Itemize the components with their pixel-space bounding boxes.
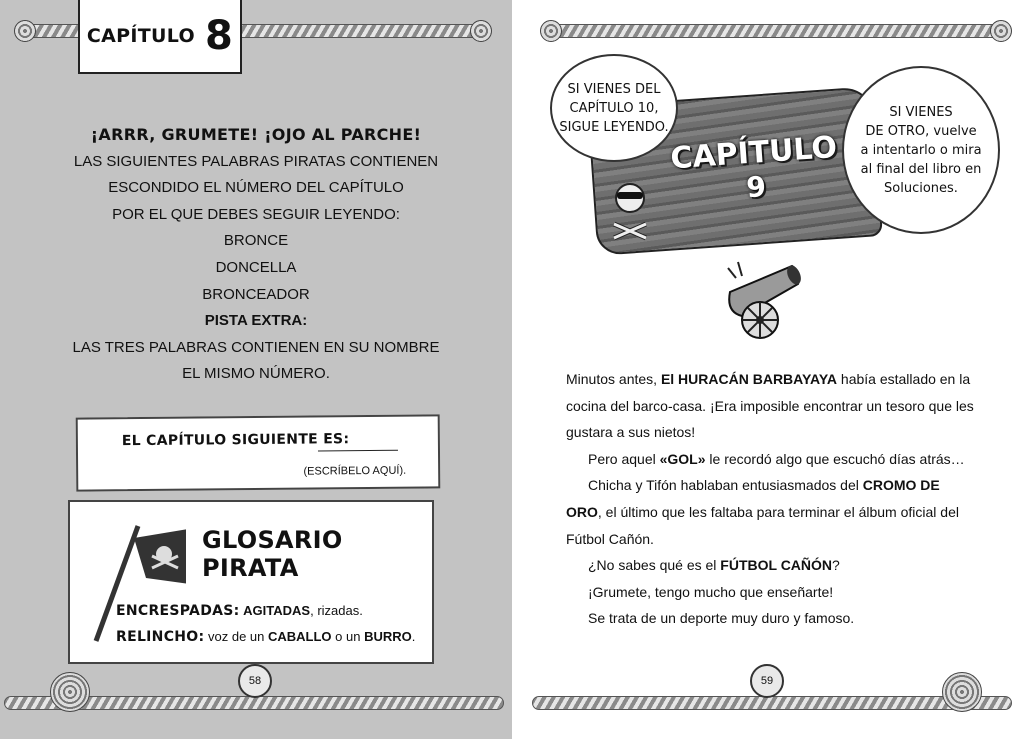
rope-coil-icon: [942, 672, 982, 712]
word-item: BRONCEADOR: [202, 285, 310, 303]
story-paragraph: Pero aquel «GOL» le recordó algo que escuchó días atrás…: [588, 450, 965, 467]
intro-line: LAS SIGUIENTES PALABRAS PIRATAS CONTIENEN: [73, 152, 439, 170]
intro-line: ¡ARRR, GRUMETE! ¡OJO AL PARCHE!: [90, 125, 422, 144]
rope-knot-icon: [540, 20, 562, 42]
answer-hint: (ESCRÍBELO AQUÍ).: [303, 464, 407, 478]
glossary-box: [68, 500, 434, 664]
chapter-label: CAPÍTULO: [669, 129, 839, 177]
speech-bubble-right: SI VIENES DE OTRO, vuelve a intentarlo o mira al final del libro en Soluciones.: [842, 66, 1000, 234]
glossary-title: GLOSARIO PIRATA: [202, 526, 343, 582]
page-number: 58: [238, 664, 272, 698]
intro-line: ESCONDIDO EL NÚMERO DEL CAPÍTULO: [108, 179, 404, 197]
rope-border-bottom: [532, 696, 1012, 710]
extra-clue-line: EL MISMO NÚMERO.: [182, 365, 330, 383]
chapter-number: 8: [204, 13, 234, 59]
chapter-number: 9: [745, 169, 768, 205]
extra-clue-line: LAS TRES PALABRAS CONTIENEN EN SU NOMBRE: [72, 338, 440, 356]
rope-knot-icon: [14, 20, 36, 42]
answer-blank-field[interactable]: [318, 450, 398, 452]
intro-line: POR EL QUE DEBES SEGUIR LEYENDO:: [112, 205, 400, 223]
speech-bubble-left: SI VIENES DEL CAPÍTULO 10, SIGUE LEYENDO.: [550, 54, 678, 162]
rope-coil-icon: [50, 672, 90, 712]
right-page: [512, 0, 1024, 739]
story-paragraph: Minutos antes, El HURACÁN BARBAYAYA había estallado en la cocina del barco-casa. ¡Era imposible encontrar un tesoro que les gustara a sus nietos!: [566, 371, 974, 441]
story-paragraph: Se trata de un deporte muy duro y famoso.: [588, 610, 855, 627]
story-paragraph: ¡Grumete, tengo mucho que enseñarte!: [588, 583, 834, 600]
answer-box: [76, 414, 441, 491]
rope-border-top: [546, 24, 1006, 38]
rope-knot-icon: [470, 20, 492, 42]
chapter-label: CAPÍTULO: [86, 25, 195, 47]
story-paragraph: ¿No sabes qué es el FÚTBOL CAÑÓN?: [588, 557, 840, 574]
story-text: [566, 366, 976, 632]
glossary-entries: [116, 598, 415, 650]
story-paragraph: Chicha y Tifón hablaban entusiasmados del CROMO DE ORO, el último que les faltaba para terminar el álbum oficial del Fútbol Cañón.: [566, 477, 959, 547]
extra-clue-label: PISTA EXTRA:: [204, 312, 308, 330]
rope-knot-icon: [990, 20, 1012, 42]
page-number: 59: [750, 664, 784, 698]
skull-crossbones-icon: [608, 180, 652, 244]
cannon-icon: [708, 258, 808, 348]
glossary-entry: ENCRESPADAS: AGITADAS, rizadas.: [116, 603, 363, 619]
answer-label: EL CAPÍTULO SIGUIENTE ES:: [121, 431, 350, 450]
word-item: BRONCE: [223, 232, 289, 250]
word-item: DONCELLA: [215, 258, 297, 276]
glossary-entry: RELINCHO: voz de un CABALLO o un BURRO.: [116, 629, 416, 645]
chapter-heading: [78, 0, 242, 74]
intro-text: [40, 122, 472, 388]
